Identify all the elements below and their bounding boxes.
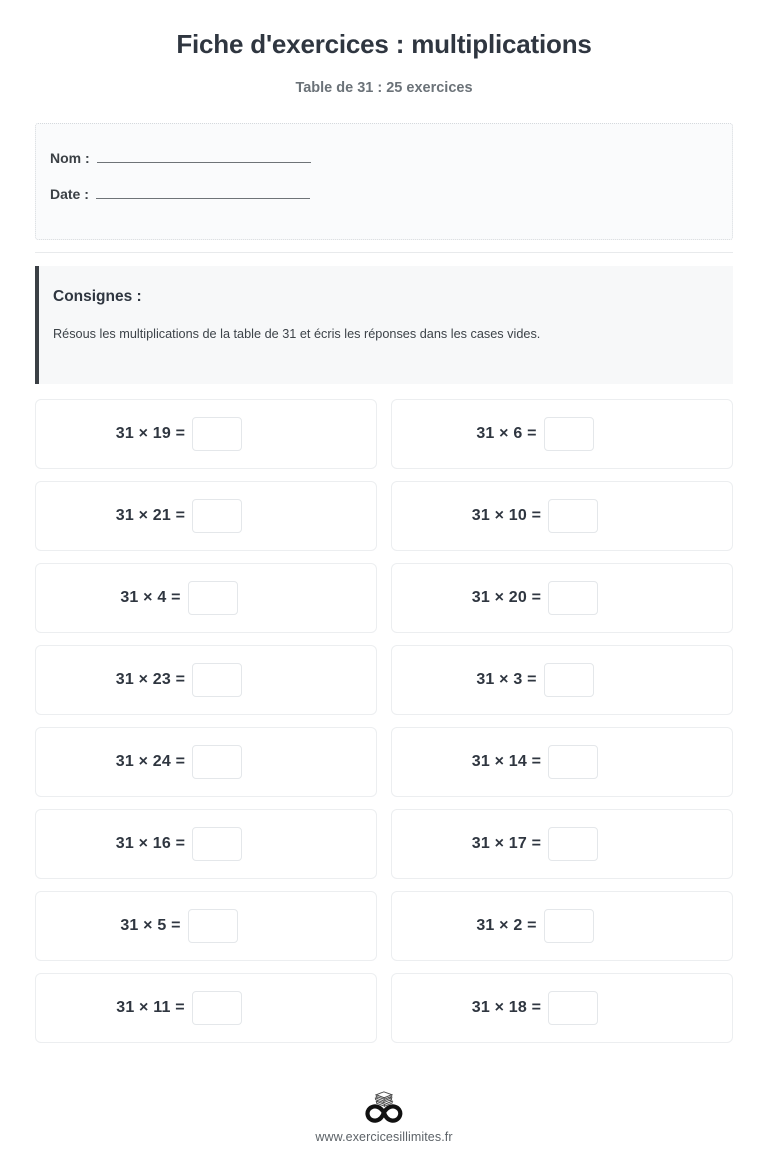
- instructions-panel: [35, 266, 733, 384]
- answer-input-box[interactable]: [192, 499, 242, 533]
- exercise-card: [35, 891, 377, 961]
- exercise-expression: 31 × 3 =: [476, 670, 537, 688]
- instructions-text: Résous les multiplications de la table de 31 et écris les réponses dans les cases vides.: [53, 327, 541, 342]
- exercise-expression: 31 × 18 =: [471, 998, 542, 1016]
- answer-input-box[interactable]: [548, 499, 598, 533]
- page-title: Fiche d'exercices : multiplications: [176, 29, 592, 59]
- footer-url[interactable]: www.exercicesillimites.fr: [315, 1130, 453, 1144]
- date-field-row: [50, 186, 732, 202]
- exercise-expression: 31 × 6 =: [476, 424, 537, 442]
- exercise-expression: 31 × 2 =: [476, 916, 537, 934]
- exercise-card: [35, 645, 377, 715]
- answer-input-box[interactable]: [188, 581, 238, 615]
- name-write-line[interactable]: [97, 151, 311, 163]
- answer-input-box[interactable]: [192, 827, 242, 861]
- answer-input-box[interactable]: [544, 909, 594, 943]
- exercise-card: [35, 563, 377, 633]
- exercise-card: [35, 481, 377, 551]
- date-label: Date :: [50, 185, 93, 202]
- exercise-card: [391, 399, 733, 469]
- exercise-expression: 31 × 16 =: [115, 834, 186, 852]
- section-divider: [35, 252, 733, 253]
- worksheet-subtitle: Table de 31 : 25 exercices: [295, 79, 473, 96]
- exercise-card: [391, 809, 733, 879]
- exercise-card: [391, 973, 733, 1043]
- answer-input-box[interactable]: [192, 991, 242, 1025]
- answer-input-box[interactable]: [548, 827, 598, 861]
- answer-input-box[interactable]: [188, 909, 238, 943]
- exercise-expression: 31 × 14 =: [471, 752, 542, 770]
- exercise-expression: 31 × 11 =: [116, 998, 185, 1016]
- answer-input-box[interactable]: [544, 663, 594, 697]
- exercise-card: [391, 891, 733, 961]
- exercise-expression: 31 × 17 =: [471, 834, 542, 852]
- answer-input-box[interactable]: [548, 991, 598, 1025]
- exercise-expression: 31 × 10 =: [471, 506, 542, 524]
- answer-input-box[interactable]: [548, 745, 598, 779]
- answer-input-box[interactable]: [544, 417, 594, 451]
- answer-input-box[interactable]: [192, 417, 242, 451]
- exercise-expression: 31 × 5 =: [120, 916, 181, 934]
- answer-input-box[interactable]: [548, 581, 598, 615]
- answer-input-box[interactable]: [192, 663, 242, 697]
- worksheet-header: [35, 0, 733, 98]
- exercise-card: [35, 727, 377, 797]
- exercise-card: [391, 481, 733, 551]
- exercise-card: [35, 973, 377, 1043]
- exercise-expression: 31 × 19 =: [115, 424, 186, 442]
- exercise-grid: [35, 399, 733, 1043]
- exercise-card: [391, 563, 733, 633]
- exercise-card: [391, 727, 733, 797]
- exercise-expression: 31 × 24 =: [115, 752, 186, 770]
- exercise-expression: 31 × 20 =: [471, 588, 542, 606]
- exercise-expression: 31 × 23 =: [115, 670, 186, 688]
- exercise-expression: 31 × 21 =: [115, 506, 186, 524]
- exercise-card: [35, 399, 377, 469]
- instructions-title: Consignes :: [53, 287, 142, 305]
- infinity-books-logo-icon: [361, 1090, 407, 1124]
- student-identity-box: [35, 123, 733, 240]
- exercise-card: [35, 809, 377, 879]
- name-label: Nom :: [50, 149, 94, 166]
- exercise-card: [391, 645, 733, 715]
- worksheet-footer: [0, 1090, 768, 1144]
- date-write-line[interactable]: [96, 187, 310, 199]
- exercise-expression: 31 × 4 =: [120, 588, 181, 606]
- name-field-row: [50, 150, 732, 166]
- answer-input-box[interactable]: [192, 745, 242, 779]
